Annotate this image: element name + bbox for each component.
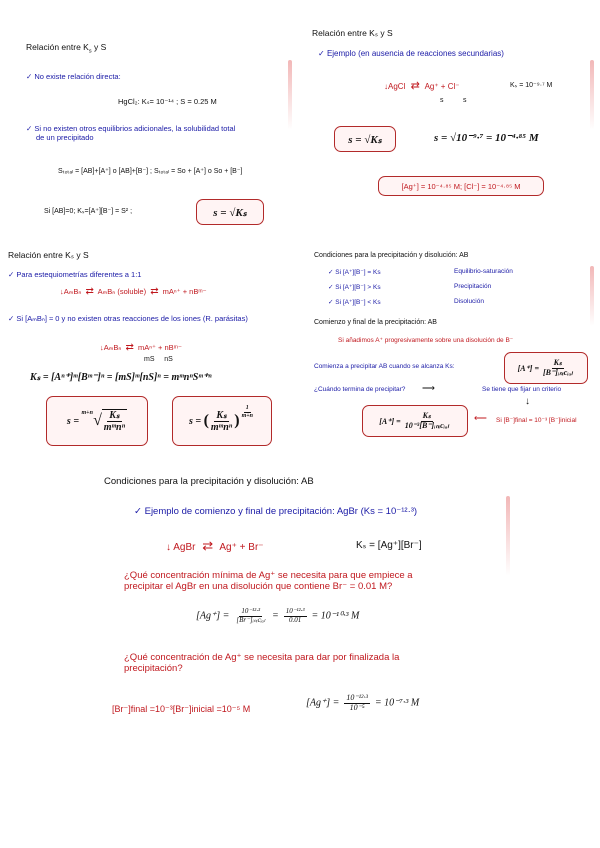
equilibrium-arrow-icon: ⇄ xyxy=(85,286,94,297)
slide-ks-s-example-agcl xyxy=(304,20,600,246)
agcl-reaction: ↓AgCl ⇄ Ag⁺ + Cl⁻ xyxy=(384,80,460,92)
equilibrium-arrow-icon: ⇄ xyxy=(125,342,134,353)
precipitate-arrow-icon: ↓ xyxy=(384,82,388,91)
ambn-ion-reaction: ↓AₘBₙ ⇄ mAⁿ⁺ + nBᵐ⁻ xyxy=(100,342,182,353)
check-icon: ✓ xyxy=(26,72,33,81)
check-icon: ✓ xyxy=(328,299,334,306)
condition-result: Precipitación xyxy=(454,283,492,290)
bullet-total-solubility: ✓ Si no existen otros equilibrios adicionales, la solubilidad total de un precipitado xyxy=(26,124,236,142)
stotal-expression: Sₜₒₜₐₗ = [AB]+[A⁺] o [AB]+[B⁻] ; Sₜₒₜₐₗ = So + [A⁺] o So + [B⁻] xyxy=(58,168,243,175)
condition-row: ✓ Si [A⁺][B⁻] < Ks xyxy=(328,299,381,306)
condition-result: Equilibrio-saturación xyxy=(454,268,513,275)
ks-general-expression: Kₛ = [Aⁿ⁺]ᵐ[Bᵐ⁻]ⁿ = [mS]ᵐ[nS]ⁿ = mᵐnⁿSᵐ⁺ⁿ xyxy=(30,372,212,383)
decorative-swoosh xyxy=(288,60,292,130)
slide-precipitation-conditions xyxy=(306,246,600,450)
check-icon: ✓ xyxy=(328,284,334,291)
bullet-no-parasitic-reactions: ✓ Si [AₘBₙ] ≈ 0 y no existen otras reacciones de los iones (R. parásitas) xyxy=(8,314,248,323)
precipitate-arrow-icon: ↓ xyxy=(60,287,64,296)
ms-ns-labels: mS nS xyxy=(144,356,173,363)
agcl-solubility-calc: s = √10⁻⁹·⁷ = 10⁻⁴·⁸⁵ M xyxy=(434,132,539,144)
formula-box-power-form: s = ( $\frac{\text{Kₛ}}{\text{mᵐnⁿ}}$ ) $\frac{1}{m+n}$ xyxy=(172,396,272,446)
check-icon: ✓ xyxy=(318,49,325,58)
check-icon: ✓ xyxy=(8,314,15,323)
slide1-title: Relación entre $K_s$ y S xyxy=(26,42,107,55)
formula-box-root-form: s = $^{m+n}$ √ $\frac{\text{Kₛ}}{\text{mᵐnⁿ}}$ xyxy=(46,396,148,446)
agbr-ks-expression: Kₛ = [Ag⁺][Br⁻] xyxy=(356,540,422,551)
bullet-stoichiometry: ✓ Para estequiometrías diferentes a 1:1 xyxy=(8,270,142,279)
right-arrow-icon: ⟶ xyxy=(422,383,435,393)
check-icon: ✓ xyxy=(26,124,33,133)
formula-box-sqrt-ks: s = √Kₛ xyxy=(334,126,396,152)
precipitate-arrow-icon: ↓ xyxy=(100,343,104,352)
criterion-answer: Se tiene que fijar un criterio xyxy=(482,386,562,393)
question-end-concentration: ¿Qué concentración de Ag⁺ se necesita para dar por finalizada la precipitación? xyxy=(124,652,400,674)
equilibrium-arrow-icon: ⇄ xyxy=(202,538,214,553)
start-concentration-equation: [Ag⁺] = $\frac{\text{10⁻¹²·³}}{\text{[Br⁻]ᵢₙᵢcᵢₐₗ}}$ = $\frac{\text{10⁻¹²·³}}{0.01}$ = 10⁻¹⁰·³ M xyxy=(196,607,360,624)
agcl-ks: Kₛ = 10⁻⁹·⁷ M xyxy=(510,82,553,89)
condition-result: Disolución xyxy=(454,298,484,305)
start-precipitation-text: Comienza a precipitar AB cuando se alcanza Ks: xyxy=(314,363,455,370)
decorative-swoosh xyxy=(506,496,510,576)
slide3-title: Relación entre Kₛ y S xyxy=(8,250,89,260)
condition-row: ✓ Si [A⁺][B⁻] > Ks xyxy=(328,284,381,291)
check-icon: ✓ xyxy=(328,269,334,276)
agcl-result-box: [Ag⁺] = 10⁻⁴·⁸⁵ M; [Cl⁻] = 10⁻⁴·⁸⁵ M xyxy=(378,176,544,196)
equilibrium-arrow-icon: ⇄ xyxy=(150,286,159,297)
slide4-title: Condiciones para la precipitación y disolución: AB xyxy=(314,252,469,259)
left-arrow-icon: ⟵ xyxy=(474,413,487,423)
down-arrow-icon: ↓ xyxy=(525,396,530,407)
check-icon: ✓ xyxy=(134,506,142,517)
precipitate-arrow-icon: ↓ xyxy=(166,542,171,553)
decorative-swoosh xyxy=(590,60,594,130)
question-min-concentration: ¿Qué concentración mínima de Ag⁺ se necesita para que empiece a precipitar el AgBr en una disolución que contiene Br⁻ = 0.01 M? xyxy=(124,570,413,592)
check-icon: ✓ xyxy=(8,270,15,279)
ambn-dissolution-reaction: ↓AₘBₙ ⇄ AₘBₙ (soluble) ⇄ mAⁿ⁺ + nBᵐ⁻ xyxy=(60,286,207,297)
agbr-reaction: ↓ AgBr ⇄ Ag⁺ + Br⁻ xyxy=(166,538,264,553)
slide4-subtitle: Comienzo y final de la precipitación: AB xyxy=(314,319,437,326)
end-precipitation-question: ¿Cuándo termina de precipitar? xyxy=(314,386,406,393)
formula-box-sqrt-ks: s = √Kₛ xyxy=(196,199,264,225)
ab-zero-condition: Si [AB]=0; Kₛ=[A⁺][B⁻] = S² ; xyxy=(44,208,133,215)
slide-ks-s-relation-1 xyxy=(0,20,300,246)
agcl-s-labels: s s xyxy=(440,97,467,104)
final-criterion: Si [B⁻]final = 10⁻³ [B⁻]inicial xyxy=(496,417,577,424)
bullet-example-no-secondary: ✓ Ejemplo (en ausencia de reacciones secundarias) xyxy=(318,49,504,58)
bullet-agbr-example: ✓ Ejemplo de comienzo y final de precipitación: AgBr (Ks = 10⁻¹²·³) xyxy=(134,506,418,517)
decorative-swoosh xyxy=(590,266,594,326)
slide5-title: Condiciones para la precipitación y disolución: AB xyxy=(104,476,314,487)
progressive-addition-note: Si añadimos A⁺ progresivamente sobre una disolución de B⁻ xyxy=(338,337,514,344)
condition-row: ✓ Si [A⁺][B⁻] = Ks xyxy=(328,269,381,276)
equilibrium-arrow-icon: ⇄ xyxy=(410,80,420,92)
hgcl2-example: HgCl₂: Kₛ= 10⁻¹⁴ ; S = 0.25 M xyxy=(118,97,217,106)
slide2-title: Relación entre Kₛ y S xyxy=(312,28,393,38)
br-final-criterion: [Br⁻]final =10⁻³[Br⁻]inicial =10⁻⁵ M xyxy=(112,704,251,714)
start-formula-box: [A⁺] = $\frac{\text{Kₛ}}{\text{[B⁻]ᵢₙᵢcᵢₐₗ}}$ xyxy=(504,352,588,384)
end-formula-box: [A⁺] = $\frac{\text{Kₛ}}{\text{10⁻³[B⁻]ᵢₙᵢcᵢₐₗ}}$ xyxy=(362,405,468,437)
end-concentration-equation: [Ag⁺] = $\frac{\text{10⁻¹²·³}}{\text{10⁻⁵}}$ = 10⁻⁷·³ M xyxy=(306,693,420,712)
slide-agbr-example xyxy=(86,466,516,726)
slide-ks-s-stoichiometry xyxy=(0,246,306,450)
bullet-no-direct-relation: ✓ No existe relación directa: xyxy=(26,72,121,81)
